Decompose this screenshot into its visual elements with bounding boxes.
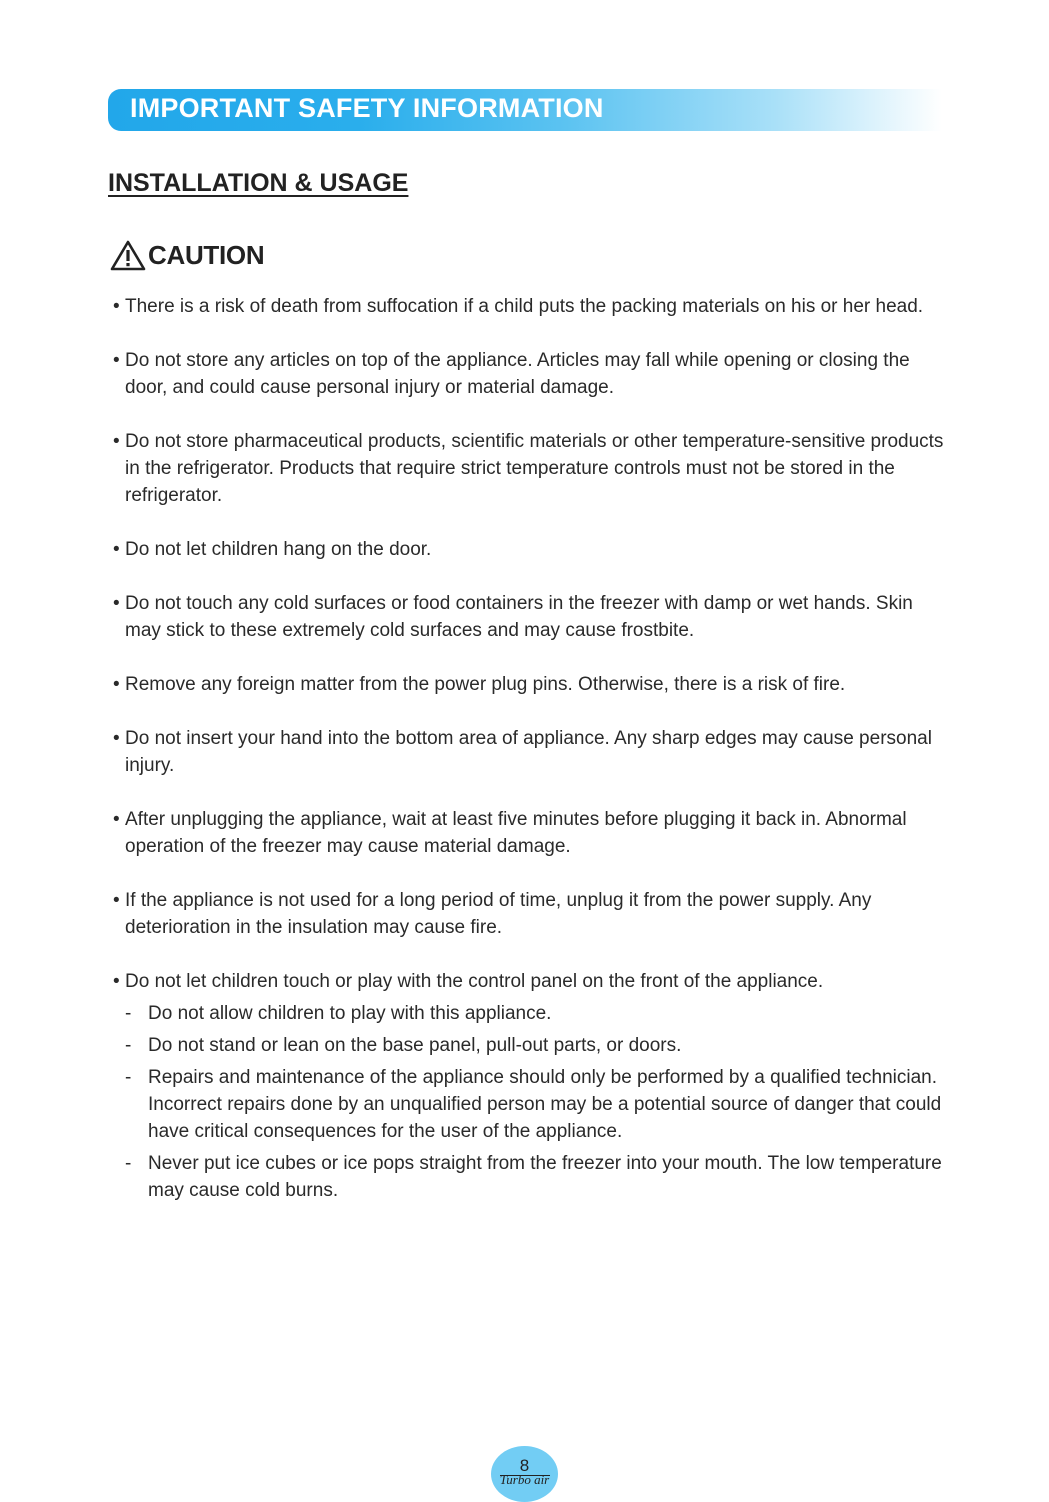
page-title: IMPORTANT SAFETY INFORMATION bbox=[130, 93, 604, 123]
list-item bbox=[113, 806, 953, 860]
sub-list-item bbox=[125, 1000, 953, 1027]
list-item-text: Do not let children touch or play with the control panel on the front of the appliance. bbox=[125, 971, 824, 992]
list-item bbox=[113, 347, 953, 401]
list-item bbox=[113, 887, 953, 941]
sub-list-item bbox=[125, 1032, 953, 1059]
sub-list-item bbox=[125, 1064, 953, 1145]
section-header-band bbox=[108, 89, 942, 131]
list-item-text: Remove any foreign matter from the power plug pins. Otherwise, there is a risk of fire. bbox=[125, 674, 846, 695]
bullet-icon: • bbox=[113, 296, 120, 317]
list-item-text: Do not store pharmaceutical products, scientific materials or other temperature-sensitive products in the refrigerator. Products that require strict temperature controls must not be stored in the refrigerator. bbox=[125, 431, 944, 506]
list-item-text: If the appliance is not used for a long period of time, unplug it from the power supply. Any deterioration in the insulation may cause fire. bbox=[125, 890, 872, 938]
dash-marker: - bbox=[125, 1003, 132, 1024]
warning-triangle-icon bbox=[110, 240, 146, 271]
dash-marker: - bbox=[125, 1067, 132, 1088]
sub-list-item-text: Never put ice cubes or ice pops straight from the freezer into your mouth. The low temperature may cause cold burns. bbox=[148, 1153, 942, 1201]
list-item-text: Do not store any articles on top of the appliance. Articles may fall while opening or closing the door, and could cause personal injury or material damage. bbox=[125, 350, 910, 398]
bullet-icon: • bbox=[113, 674, 120, 695]
list-item bbox=[113, 671, 953, 698]
list-item bbox=[113, 590, 953, 644]
sub-list-item-text: Repairs and maintenance of the appliance should only be performed by a qualified technician. Incorrect repairs done by an unqualified person may be a potential source of danger that could have critical consequences for the user of the appliance. bbox=[148, 1067, 942, 1142]
sub-list-item-text: Do not allow children to play with this appliance. bbox=[148, 1003, 552, 1024]
caution-heading bbox=[110, 238, 264, 272]
bullet-icon: • bbox=[113, 539, 120, 560]
brand-logo-text: Turbo air bbox=[499, 1472, 550, 1487]
bullet-icon: • bbox=[113, 809, 120, 830]
safety-list bbox=[113, 293, 953, 1231]
list-item-text: Do not insert your hand into the bottom area of appliance. Any sharp edges may cause personal injury. bbox=[125, 728, 932, 776]
bullet-icon: • bbox=[113, 431, 120, 452]
list-item-text: Do not let children hang on the door. bbox=[125, 539, 432, 560]
bullet-icon: • bbox=[113, 350, 120, 371]
bullet-icon: • bbox=[113, 728, 120, 749]
list-item-text: There is a risk of death from suffocation if a child puts the packing materials on his or her head. bbox=[125, 296, 924, 317]
caution-label: CAUTION bbox=[148, 239, 265, 270]
list-item bbox=[113, 725, 953, 779]
section-title: INSTALLATION & USAGE bbox=[108, 169, 409, 197]
list-item-text: After unplugging the appliance, wait at least five minutes before plugging it back in. Abnormal operation of the freezer may cause material damage. bbox=[125, 809, 907, 857]
list-item bbox=[113, 536, 953, 563]
dash-marker: - bbox=[125, 1153, 132, 1174]
list-item bbox=[113, 968, 953, 1204]
list-item bbox=[113, 428, 953, 509]
sub-list-item bbox=[125, 1150, 953, 1204]
list-item-text: Do not touch any cold surfaces or food containers in the freezer with damp or wet hands. Skin may stick to these extremely cold surfaces and may cause frostbite. bbox=[125, 593, 913, 641]
list-item bbox=[113, 293, 953, 320]
page-number: 8 bbox=[0, 1456, 1049, 1476]
dash-marker: - bbox=[125, 1035, 132, 1056]
bullet-icon: • bbox=[113, 890, 120, 911]
bullet-icon: • bbox=[113, 971, 120, 992]
bullet-icon: • bbox=[113, 593, 120, 614]
sub-list-item-text: Do not stand or lean on the base panel, pull-out parts, or doors. bbox=[148, 1035, 682, 1056]
